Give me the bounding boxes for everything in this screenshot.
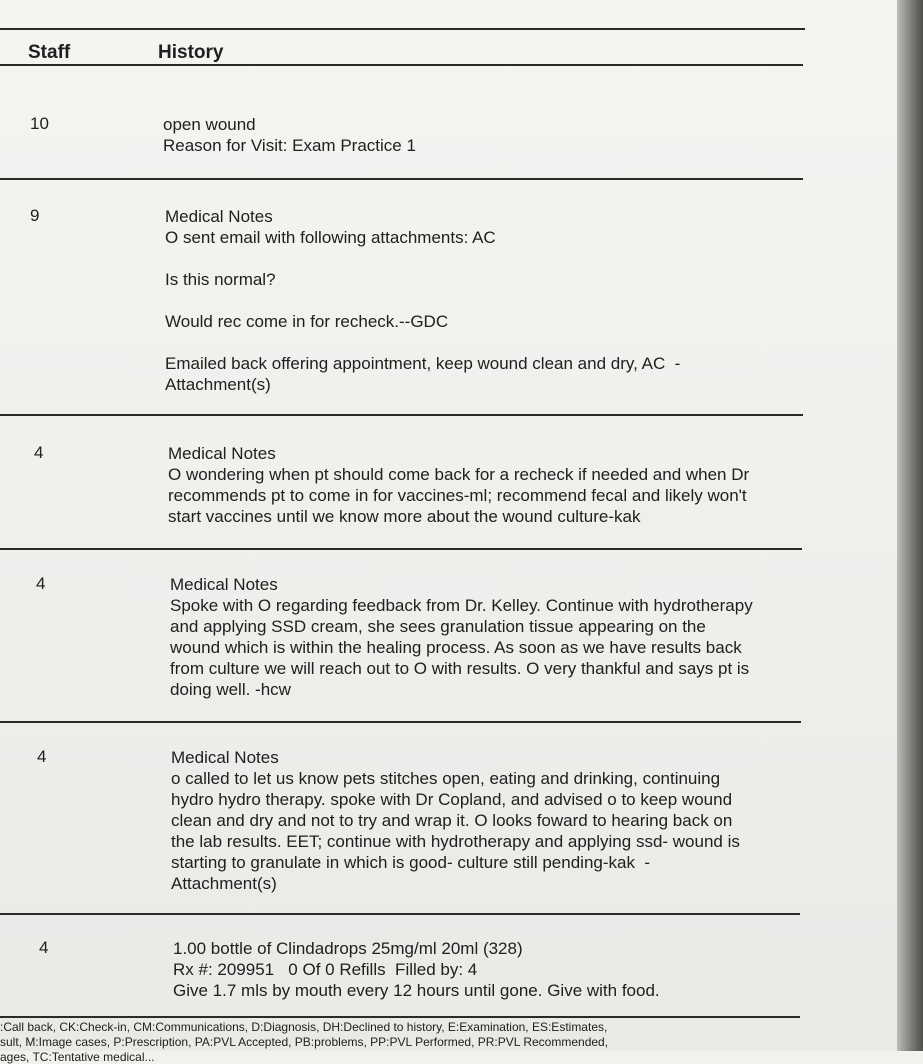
entry-line: start vaccines until we know more about the wound culture-kak xyxy=(168,507,641,526)
entry-staff: 10 xyxy=(30,114,49,133)
entry-line: Attachment(s) xyxy=(165,375,271,394)
entry-line: open wound xyxy=(163,115,256,134)
entry-line: Medical Notes xyxy=(165,207,273,226)
entry-staff: 4 xyxy=(37,747,47,766)
entry-line: Spoke with O regarding feedback from Dr. Kelley. Continue with hydrotherapy xyxy=(170,596,753,615)
entry-line xyxy=(165,248,680,269)
entry-line: Give 1.7 mls by mouth every 12 hours until gone. Give with food. xyxy=(173,981,660,1000)
entry-history xyxy=(163,114,416,156)
entry-line: o called to let us know pets stitches open, eating and drinking, continuing xyxy=(171,769,721,788)
entry-divider xyxy=(0,913,800,915)
entry-line: Rx #: 209951 0 Of 0 Refills Filled by: 4 xyxy=(173,960,478,979)
entry-line: 1.00 bottle of Clindadrops 25mg/ml 20ml (328) xyxy=(173,939,523,958)
entry-divider xyxy=(0,721,801,723)
legend-line-1: :Call back, CK:Check-in, CM:Communications, D:Diagnosis, DH:Declined to history, E:Examination, ES:Estimates, xyxy=(0,1020,608,1034)
entry-staff: 4 xyxy=(39,938,49,957)
entry-line: Medical Notes xyxy=(168,444,276,463)
entry-line: starting to granulate in which is good- culture still pending-kak - xyxy=(171,853,651,872)
entry-line: O sent email with following attachments: AC xyxy=(165,228,496,247)
entry-line xyxy=(165,290,680,311)
entry-history xyxy=(173,938,660,1001)
entry-line: Emailed back offering appointment, keep wound clean and dry, AC - xyxy=(165,354,681,373)
entry-divider xyxy=(0,178,803,180)
entry-line: Medical Notes xyxy=(171,748,279,767)
entry-staff: 4 xyxy=(34,443,44,462)
entry-line: from culture we will reach out to O with results. O very thankful and says pt is xyxy=(170,659,750,678)
legend-line-3: ages, TC:Tentative medical... xyxy=(0,1050,155,1064)
entry-divider xyxy=(0,548,802,550)
header-staff: Staff xyxy=(28,42,71,63)
legend-line-2: sult, M:Image cases, P:Prescription, PA:PVL Accepted, PB:problems, PP:PVL Performed, PR:PVL Recommended, xyxy=(0,1035,609,1049)
entry-history xyxy=(168,443,749,527)
entry-line: doing well. -hcw xyxy=(170,680,291,699)
entry-line: recommends pt to come in for vaccines-ml; recommend fecal and likely won't xyxy=(168,486,747,505)
entry-line: clean and dry and not to try and wrap it. O looks foward to hearing back on xyxy=(171,811,733,830)
entry-history xyxy=(165,206,680,395)
entry-line: Attachment(s) xyxy=(171,874,277,893)
entry-line: the lab results. EET; continue with hydrotherapy and applying ssd- wound is xyxy=(171,832,740,851)
entry-line: hydro hydro therapy. spoke with Dr Copland, and advised o to keep wound xyxy=(171,790,733,809)
entry-line: Is this normal? xyxy=(165,270,276,289)
entry-line xyxy=(165,332,680,353)
header-rule xyxy=(0,64,803,66)
entry-divider xyxy=(0,414,803,416)
entry-history xyxy=(170,574,753,700)
entry-line: Would rec come in for recheck.--GDC xyxy=(165,312,449,331)
page-edge-shadow xyxy=(897,0,923,1051)
entry-history xyxy=(171,747,740,894)
header-history: History xyxy=(158,42,224,63)
entry-line: wound which is within the healing process. As soon as we have results back xyxy=(170,638,742,657)
entry-line: O wondering when pt should come back for a recheck if needed and when Dr xyxy=(168,465,750,484)
top-rule xyxy=(0,28,805,30)
entry-line: Reason for Visit: Exam Practice 1 xyxy=(163,136,416,155)
entry-line: and applying SSD cream, she sees granulation tissue appearing on the xyxy=(170,617,706,636)
entry-line: Medical Notes xyxy=(170,575,278,594)
entry-divider xyxy=(0,1016,800,1018)
entry-staff: 4 xyxy=(36,574,46,593)
entry-staff: 9 xyxy=(30,206,40,225)
